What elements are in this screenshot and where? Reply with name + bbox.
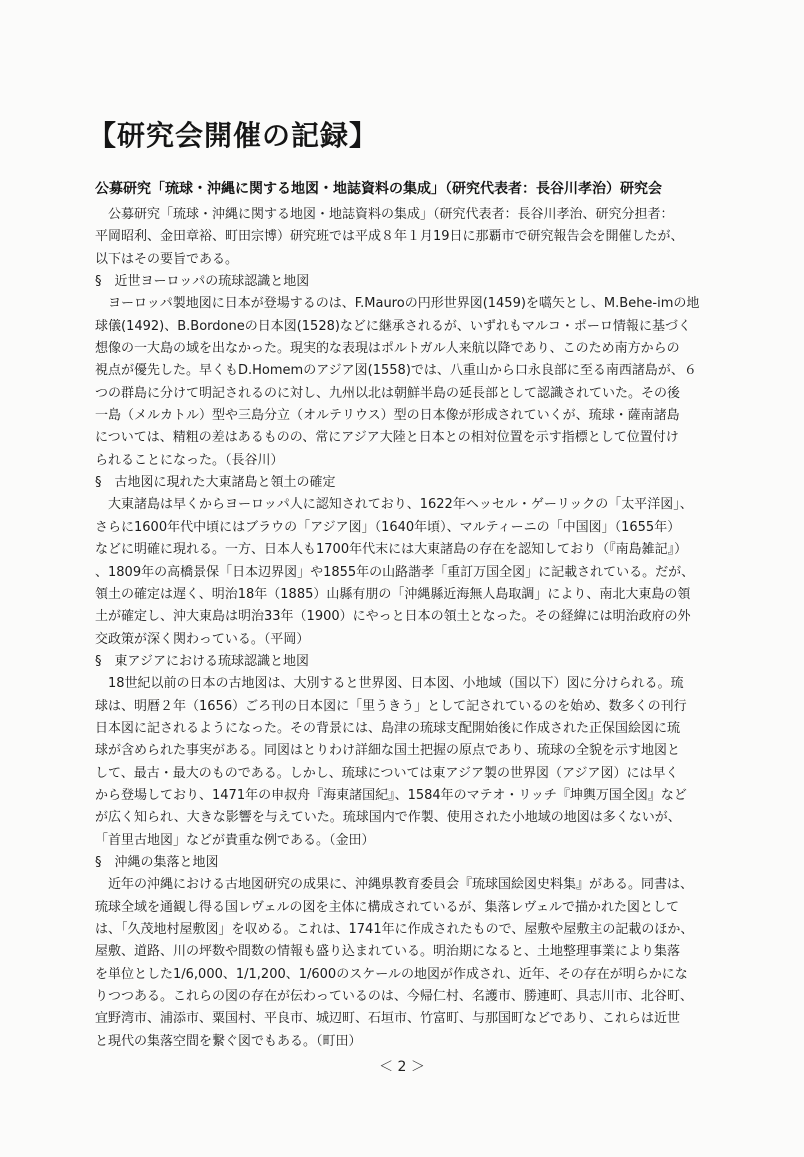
text-line: 琉球全域を通観し得る国レヴェルの図を主体に構成されているが、集落レヴェルで描かれた図として — [95, 899, 679, 915]
text-line: さらに1600年代中頃にはブラウの「アジア図」（1640年頃）、マルティーニの「中国図」（1655年） — [95, 519, 681, 535]
text-line: 球が含められた事実がある。同図はとりわけ詳細な国土把握の原点であり、琉球の全貌を示す地図と — [95, 743, 681, 759]
text-line: 近年の沖縄における古地図研究の成果に、沖縄県教育委員会『琉球国絵図史料集』がある。同書は、 — [95, 877, 694, 893]
text-line: 宜野湾市、浦添市、粟国村、平良市、城辺町、石垣市、竹富町、与那国町などであり、これらは近世 — [95, 1011, 681, 1027]
text-line: 公募研究「琉球・沖縄に関する地図・地誌資料の集成」（研究代表者：長谷川孝治、研究分担者： — [95, 207, 674, 222]
text-line: 「首里古地図」などが貴重な例である。（金田） — [95, 832, 375, 848]
page-title: 【研究会開催の記録】 — [88, 119, 379, 152]
text-line: 一島（メルカトル）型や三島分立（オルテリウス）型の日本像が形成されていくが、琉球・薩南諸島 — [95, 408, 680, 424]
text-line: から登場しており、1471年の申叔舟『海東諸国紀』、1584年のマテオ・リッチ『坤輿万国全図』など — [95, 787, 687, 803]
text-line: § 古地図に現れた大東諸島と領土の確定 — [95, 475, 336, 491]
text-line: 想像の一大島の域を出なかった。現実的な表現はポルトガル人来航以降であり、このため南方からの — [95, 341, 680, 357]
text-line: § 沖縄の集落と地図 — [95, 854, 219, 870]
text-line: つの群島に分けて明記されるのに対し、九州以北は朝鮮半島の延長部として認識されていた。その後 — [95, 385, 681, 401]
body-text — [95, 204, 715, 1053]
text-line: 、1809年の高橋景保「日本辺界図」や1855年の山路諧孝「重訂万国全図」に記載されている。だが、 — [95, 564, 695, 580]
text-line: 交政策が深く関わっている。（平岡） — [95, 631, 310, 647]
text-line: して、最古・最大のものである。しかし、琉球については東アジア製の世界図（アジア図）には早く — [95, 765, 679, 781]
text-line: 平岡昭利、金田章裕、町田宗博）研究班では平成８年１月19日に那覇市で研究報告会を開催したが、 — [95, 229, 684, 245]
text-line: § 近世ヨーロッパの琉球認識と地図 — [95, 274, 310, 290]
text-line: 土が確定し、沖大東島は明治33年（1900）にやっと日本の領土となった。その経緯には明治政府の外 — [95, 609, 691, 625]
text-line: は、「久茂地村屋敷図」を収める。これは、1741年に作成されたもので、屋敷や屋敷主の記載のほか、 — [95, 922, 694, 937]
text-line: などに明確に現れる。一方、日本人も1700年代末には大東諸島の存在を認知しており（『南島雑記』） — [95, 542, 688, 558]
text-line: られることになった。（長谷川） — [95, 452, 284, 468]
text-line: 以下はその要旨である。 — [95, 251, 239, 267]
text-line: 球は、明暦２年（1656）ごろ刊の日本図に「里うきう」として記されているのを始め、数多くの刊行 — [95, 698, 687, 714]
page-number: ＜ 2 ＞ — [379, 1059, 425, 1075]
text-line: りつつある。これらの図の存在が伝わっているのは、今帰仁村、名護市、勝連町、具志川市、北谷町、 — [95, 989, 693, 1005]
text-line: 日本図に記されるようになった。その背景には、島津の琉球支配開始後に作成された正保国絵図に琉 — [95, 720, 681, 736]
text-line: 球儀(1492)、B.Bordoneの日本図(1528)などに継承されるが、いずれもマルコ・ポーロ情報に基づく — [95, 318, 691, 334]
text-line: が広く知られ、大きな影響を与えていた。琉球国内で作製、使用された小地域の地図は多くないが、 — [95, 810, 681, 826]
text-line: については、精粗の差はあるものの、常にアジア大陸と日本との相対位置を示す指標として位置付け — [95, 430, 679, 446]
text-line: 領土の確定は遅く、明治18年（1885）山縣有朋の「沖縄縣近海無人島取調」により、南北大東島の領 — [95, 586, 691, 602]
text-line: と現代の集落空間を繋ぐ図でもある。（町田） — [95, 1033, 362, 1049]
text-line: § 東アジアにおける琉球認識と地図 — [95, 653, 309, 669]
text-line: 大東諸島は早くからヨーロッパ人に認知されており、1622年ヘッセル・ゲーリックの「太平洋図」、 — [95, 497, 693, 513]
section-heading: 公募研究「琉球・沖縄に関する地図・地誌資料の集成」（研究代表者：長谷川孝治）研究会 — [95, 181, 662, 197]
text-line: ヨーロッパ製地図に日本が登場するのは、F.Mauroの円形世界図(1459)を嚆矢とし、M.Behe-imの地 — [95, 296, 700, 312]
text-line: 視点が優先した。早くもD.Homemのアジア図(1558)では、八重山から口永良部に至る南西諸島が、６ — [95, 363, 697, 379]
text-line: 屋敷、道路、川の坪数や間数の情報も盛り込まれている。明治期になると、土地整理事業により集落 — [95, 944, 681, 960]
text-line: を単位とした1/6,000、1/1,200、1/600のスケールの地図が作成され、近年、その存在が明らかにな — [95, 966, 688, 982]
text-line: 18世紀以前の日本の古地図は、大別すると世界図、日本図、小地域（国以下）図に分けられる。琉 — [95, 676, 684, 692]
